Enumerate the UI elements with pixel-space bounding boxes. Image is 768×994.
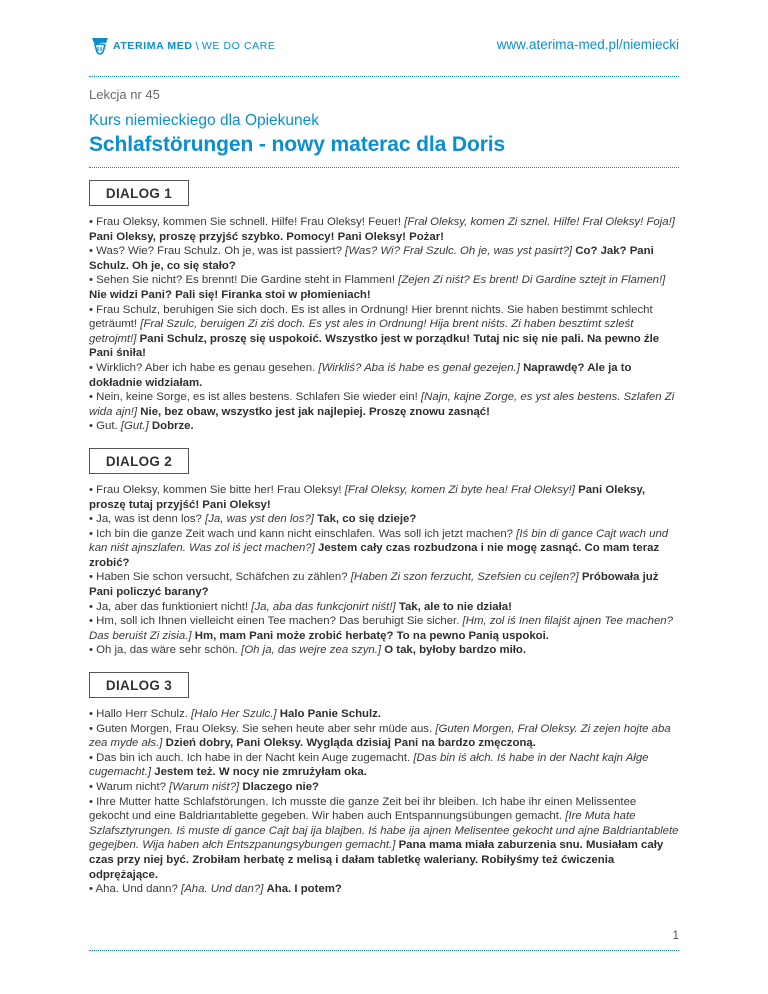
polish-translation: Pani Oleksy, proszę przyjść szybko. Pomocy! Pani Oleksy! Pożar! bbox=[89, 230, 444, 243]
phonetic-text: [Was? Wi? Frał Szulc. Oh je, was yst pasirt?] bbox=[345, 245, 573, 258]
polish-translation: Nie, bez obaw, wszystko jest jak najlepiej. Proszę znowu zasnąć! bbox=[140, 405, 490, 418]
phonetic-text: [Gut.] bbox=[120, 420, 149, 433]
phonetic-text: [Haben Zi szon ferzucht, Szefsien cu cejlen?] bbox=[350, 571, 579, 584]
german-text: • Ja, was ist denn los? bbox=[89, 513, 202, 526]
logo-icon bbox=[89, 34, 111, 58]
dialog-line bbox=[89, 244, 679, 273]
dialog-line bbox=[89, 527, 679, 571]
polish-translation: Pani Oleksy, proszę tutaj przyjść! Pani Oleksy! bbox=[89, 483, 646, 511]
dialog-line bbox=[89, 570, 679, 599]
polish-translation: Jestem też. W nocy nie zmrużyłam oka. bbox=[154, 766, 367, 779]
german-text: • Ihre Mutter hatte Schlafstörungen. Ich musste die ganze Zeit bei ihr bleiben. Ich habe ihr einen Melissentee gekocht und eine Baldriantablette gegeben. Wir haben auch Entspannungsübungen gemacht. bbox=[89, 795, 637, 823]
page-footer bbox=[89, 928, 679, 951]
dialog-line bbox=[89, 600, 679, 615]
dialog-line bbox=[89, 215, 679, 244]
polish-translation: Aha. I potem? bbox=[266, 883, 342, 896]
german-text: • Ich bin die ganze Zeit wach und kann nicht einschlafen. Was soll ich jetzt machen? bbox=[89, 527, 513, 540]
german-text: • Aha. Und dann? bbox=[89, 883, 178, 896]
dialog-section bbox=[89, 180, 679, 434]
polish-translation: Próbowała już Pani policzyć barany? bbox=[89, 571, 659, 599]
polish-translation: Nie widzi Pani? Pali się! Firanka stoi w płomieniach! bbox=[89, 288, 371, 301]
dialog-heading: DIALOG 2 bbox=[89, 448, 189, 474]
phonetic-text: [Frał Oleksy, komen Zi sznel. Hilfe! Frał Oleksy! Foja!] bbox=[404, 216, 675, 228]
phonetic-text: [Wirkliś? Aba iś habe es genał gezejen.] bbox=[318, 361, 520, 374]
dialog-heading: DIALOG 3 bbox=[89, 672, 189, 698]
brand-separator: \ bbox=[195, 39, 199, 53]
dialog-text bbox=[89, 483, 679, 658]
dialog-line bbox=[89, 780, 679, 795]
title-divider bbox=[89, 167, 679, 168]
polish-translation: Co? Jak? Pani Schulz. Oh je, co się stało? bbox=[89, 245, 654, 272]
phonetic-text: [Najn, kajne Zorge, es yst ales bestens. Szlafen Zi wida ajn!] bbox=[89, 391, 675, 418]
phonetic-text: [Zejen Zi niśt? Es brent! Di Gardine sztejt in Flamen!] bbox=[398, 274, 666, 287]
brand-tagline: WE DO CARE bbox=[201, 40, 276, 52]
german-text: • Das bin ich auch. Ich habe in der Nacht kein Auge zugemacht. bbox=[89, 751, 411, 764]
page-header bbox=[89, 0, 679, 76]
page-title: Schlafstörungen - nowy materac dla Doris bbox=[89, 133, 506, 156]
polish-translation: Pana mama miała zaburzenia snu. Musiałam cały czas przy niej być. Zrobiłam herbatę z melisą i dałam tabletkę waleriany. Robiłyśmy też ćwiczenia odprężające. bbox=[89, 839, 664, 881]
german-text: • Wirklich? Aber ich habe es genau gesehen. bbox=[89, 361, 316, 374]
lesson-number: Lekcja nr 45 bbox=[89, 87, 160, 102]
polish-translation: Dlaczego nie? bbox=[242, 781, 319, 793]
phonetic-text: [Warum niśt?] bbox=[169, 781, 240, 793]
brand-name: ATERIMA MED bbox=[113, 40, 193, 52]
dialog-line bbox=[89, 390, 679, 419]
german-text: • Frau Oleksy, kommen Sie schnell. Hilfe! Frau Oleksy! Feuer! bbox=[89, 216, 402, 228]
website-link[interactable]: www.aterima-med.pl/niemiecki bbox=[496, 37, 679, 52]
dialog-line bbox=[89, 512, 679, 527]
german-text: • Haben Sie schon versucht, Schäfchen zu zählen? bbox=[89, 571, 348, 584]
page-number: 1 bbox=[672, 928, 679, 942]
phonetic-text: [Ja, was yst den los?] bbox=[205, 513, 314, 526]
dialogs-container bbox=[89, 180, 679, 897]
phonetic-text: [Ire Muta hate Szlafsztyrungen. Iś muste di gance Cajt baj ija blajben. Iś habe ija ajnen Melisentee gekocht und ajne Baldriantablete gegejben. Wija haben ałch Entszpanungsybungen gemacht.] bbox=[89, 810, 679, 852]
dialog-line bbox=[89, 614, 679, 643]
polish-translation: Hm, mam Pani może zrobić herbatę? To na pewno Panią uspokoi. bbox=[194, 629, 549, 642]
dialog-heading: DIALOG 1 bbox=[89, 180, 189, 206]
german-text: • Guten Morgen, Frau Oleksy. Sie sehen heute aber sehr müde aus. bbox=[89, 722, 433, 735]
polish-translation: Naprawdę? Ale ja to dokładnie widziałam. bbox=[89, 361, 632, 389]
german-text: • Ja, aber das funktioniert nicht! bbox=[89, 600, 249, 613]
phonetic-text: [Frał Szulc, beruigen Zi ziś doch. Es yst ales in Ordnung! Hija brent niśts. Zi haben besztimt szleśt getrojmt!] bbox=[89, 318, 634, 345]
german-text: • Hm, soll ich Ihnen vielleicht einen Tee machen? Das beruhigt Sie sicher. bbox=[89, 615, 460, 628]
dialog-line bbox=[89, 483, 679, 512]
document-page bbox=[89, 0, 679, 897]
polish-translation: Halo Panie Schulz. bbox=[279, 708, 382, 721]
phonetic-text: [Guten Morgen, Frał Oleksy. Zi zejen hojte aba zea myde ałs.] bbox=[89, 722, 671, 750]
polish-translation: O tak, byłoby bardzo miło. bbox=[384, 644, 527, 657]
polish-translation: Tak, co się dzieje? bbox=[317, 513, 417, 526]
phonetic-text: [Ja, aba das funkcjonirt niśt!] bbox=[251, 600, 396, 613]
dialog-line bbox=[89, 751, 679, 780]
dialog-line bbox=[89, 303, 679, 361]
dialog-line bbox=[89, 795, 679, 883]
dialog-line bbox=[89, 361, 679, 390]
german-text: • Gut. bbox=[89, 420, 118, 433]
dialog-line bbox=[89, 707, 679, 722]
polish-translation: Jestem cały czas rozbudzona i nie mogę zasnąć. Co mam teraz zrobić? bbox=[89, 542, 660, 569]
brand-logo bbox=[89, 34, 276, 58]
dialog-line bbox=[89, 643, 679, 658]
german-text: • Frau Oleksy, kommen Sie bitte her! Frau Oleksy! bbox=[89, 483, 342, 496]
phonetic-text: [Oh ja, das wejre zea szyn.] bbox=[241, 644, 382, 657]
german-text: • Sehen Sie nicht? Es brennt! Die Gardine steht in Flammen! bbox=[89, 274, 395, 287]
german-text: • Hallo Herr Schulz. bbox=[89, 708, 188, 721]
german-text: • Frau Schulz, beruhigen Sie sich doch. Es ist alles in Ordnung! Hier brennt nichts. Sie haben bestimmt schlecht geträumt! bbox=[89, 303, 653, 331]
german-text: • Oh ja, das wäre sehr schön. bbox=[89, 644, 238, 657]
footer-divider bbox=[89, 950, 679, 951]
german-text: • Nein, keine Sorge, es ist alles bestens. Schlafen Sie wieder ein! bbox=[89, 391, 418, 404]
phonetic-text: [Frał Oleksy, komen Zi byte hea! Frał Oleksy!] bbox=[344, 483, 575, 496]
course-name: Kurs niemieckiego dla Opiekunek bbox=[89, 112, 320, 129]
phonetic-text: [Aha. Und dan?] bbox=[181, 883, 264, 896]
polish-translation: Pani Schulz, proszę się uspokoić. Wszystko jest w porządku! Tutaj nic się nie pali. Na pewno źle Pani śniła! bbox=[89, 332, 660, 360]
polish-translation: Dobrze. bbox=[151, 420, 194, 433]
dialog-text bbox=[89, 215, 679, 434]
polish-translation: Tak, ale to nie działa! bbox=[398, 600, 512, 613]
phonetic-text: [Iś bin di gance Cajt wach und kan niśt ajnszlafen. Was zol iś ject machen?] bbox=[89, 527, 669, 555]
dialog-section bbox=[89, 672, 679, 897]
phonetic-text: [Halo Her Szulc.] bbox=[191, 708, 277, 721]
header-divider bbox=[89, 76, 679, 77]
phonetic-text: [Hm, zol iś Inen filajśt ajnen Tee machen? Das beruiśt Zi zisia.] bbox=[89, 615, 673, 642]
phonetic-text: [Das bin iś ałch. Iś habe in der Nacht kajn Ałge cugemacht.] bbox=[89, 751, 649, 779]
dialog-line bbox=[89, 273, 679, 302]
german-text: • Was? Wie? Frau Schulz. Oh je, was ist passiert? bbox=[89, 245, 342, 258]
german-text: • Warum nicht? bbox=[89, 781, 166, 793]
dialog-section bbox=[89, 448, 679, 658]
dialog-line bbox=[89, 882, 679, 897]
dialog-text bbox=[89, 707, 679, 897]
dialog-line bbox=[89, 419, 679, 434]
polish-translation: Dzień dobry, Pani Oleksy. Wygląda dzisiaj Pani na bardzo zmęczoną. bbox=[165, 737, 536, 750]
dialog-line bbox=[89, 722, 679, 751]
